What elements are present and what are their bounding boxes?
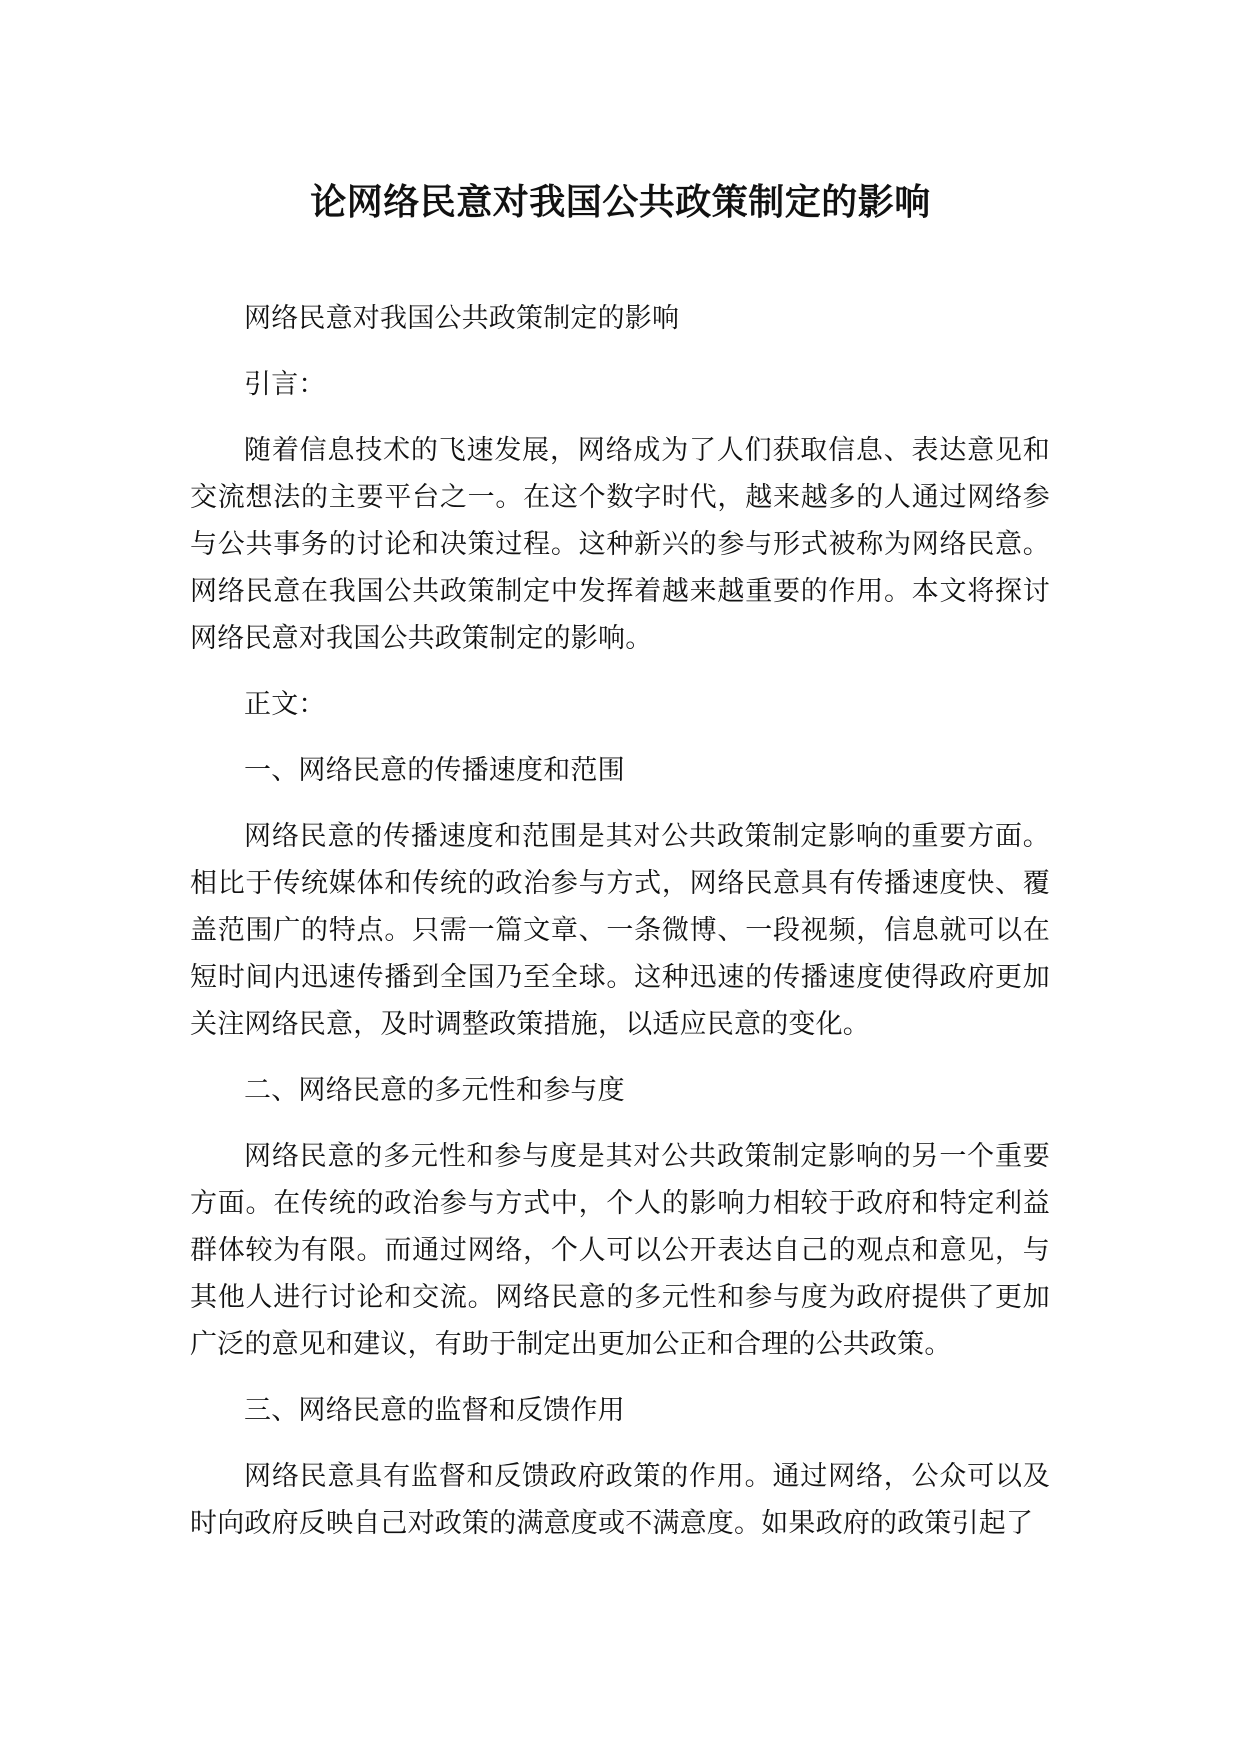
- introduction-paragraph: 随着信息技术的飞速发展，网络成为了人们获取信息、表达意见和交流想法的主要平台之一。在这个数字时代，越来越多的人通过网络参与公共事务的讨论和决策过程。这种新兴的参与形式被称为网络民意。网络民意在我国公共政策制定中发挥着越来越重要的作用。本文将探讨网络民意对我国公共政策制定的影响。: [190, 435, 1050, 654]
- section-heading-3: 三、网络民意的监督和反馈作用: [244, 1395, 625, 1426]
- subtitle-paragraph: 网络民意对我国公共政策制定的影响: [244, 303, 680, 334]
- section-paragraph-1: 网络民意的传播速度和范围是其对公共政策制定影响的重要方面。相比于传统媒体和传统的政治参与方式，网络民意具有传播速度快、覆盖范围广的特点。只需一篇文章、一条微博、一段视频，信息就可以在短时间内迅速传播到全国乃至全球。这种迅速的传播速度使得政府更加关注网络民意，及时调整政策措施，以适应民意的变化。: [190, 821, 1050, 1040]
- introduction-heading: 引言：: [244, 369, 326, 400]
- main-text-heading: 正文：: [244, 689, 326, 720]
- section-heading-1: 一、网络民意的传播速度和范围: [244, 755, 625, 786]
- section-heading-2: 二、网络民意的多元性和参与度: [244, 1075, 625, 1106]
- document-title: 论网络民意对我国公共政策制定的影响: [310, 182, 931, 223]
- section-paragraph-2: 网络民意的多元性和参与度是其对公共政策制定影响的另一个重要方面。在传统的政治参与方式中，个人的影响力相较于政府和特定利益群体较为有限。而通过网络，个人可以公开表达自己的观点和意见，与其他人进行讨论和交流。网络民意的多元性和参与度为政府提供了更加广泛的意见和建议，有助于制定出更加公正和合理的公共政策。: [190, 1141, 1050, 1360]
- document-body: [190, 295, 1050, 1566]
- section-paragraph-3: 网络民意具有监督和反馈政府政策的作用。通过网络，公众可以及时向政府反映自己对政策的满意度或不满意度。如果政府的政策引起了: [190, 1461, 1050, 1539]
